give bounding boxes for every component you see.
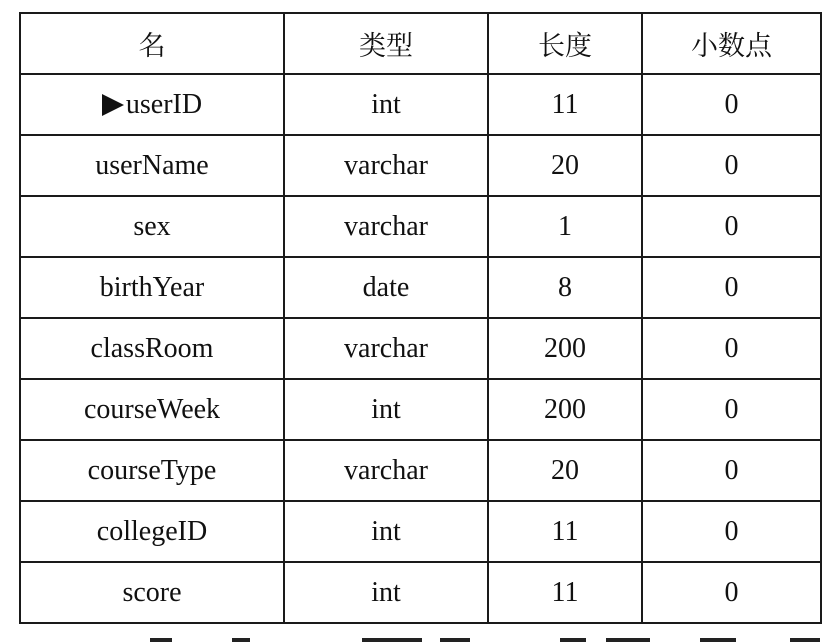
table-row[interactable] bbox=[20, 440, 821, 501]
cell-name-text: userID bbox=[125, 88, 203, 120]
cell-decimal[interactable]: 0 bbox=[642, 318, 821, 379]
table-row[interactable] bbox=[20, 562, 821, 623]
field-table bbox=[19, 12, 822, 624]
cell-name[interactable]: userName bbox=[20, 135, 284, 196]
cell-name[interactable]: score bbox=[20, 562, 284, 623]
play-triangle-icon bbox=[102, 94, 124, 116]
table-row[interactable] bbox=[20, 318, 821, 379]
cell-name[interactable]: collegeID bbox=[20, 501, 284, 562]
cell-decimal[interactable]: 0 bbox=[642, 74, 821, 135]
cell-type[interactable]: varchar bbox=[284, 318, 488, 379]
cell-type[interactable]: int bbox=[284, 501, 488, 562]
header-row bbox=[20, 13, 821, 74]
header-length: 长度 bbox=[488, 13, 642, 74]
cell-decimal[interactable]: 0 bbox=[642, 257, 821, 318]
cell-name[interactable]: courseWeek bbox=[20, 379, 284, 440]
cell-type[interactable]: int bbox=[284, 562, 488, 623]
cropped-text-remnant bbox=[0, 634, 839, 642]
header-name: 名 bbox=[20, 13, 284, 74]
cell-decimal[interactable]: 0 bbox=[642, 379, 821, 440]
cell-type[interactable]: int bbox=[284, 74, 488, 135]
header-decimal: 小数点 bbox=[642, 13, 821, 74]
cell-decimal[interactable]: 0 bbox=[642, 135, 821, 196]
cell-length[interactable]: 200 bbox=[488, 379, 642, 440]
cell-decimal[interactable]: 0 bbox=[642, 562, 821, 623]
cell-length[interactable]: 200 bbox=[488, 318, 642, 379]
cell-name[interactable]: birthYear bbox=[20, 257, 284, 318]
table-row[interactable] bbox=[20, 379, 821, 440]
table-row[interactable] bbox=[20, 257, 821, 318]
cell-type[interactable]: int bbox=[284, 379, 488, 440]
table-row[interactable] bbox=[20, 74, 821, 135]
cell-length[interactable]: 1 bbox=[488, 196, 642, 257]
cell-name[interactable] bbox=[20, 74, 284, 135]
cell-name[interactable]: courseType bbox=[20, 440, 284, 501]
cell-length[interactable]: 11 bbox=[488, 501, 642, 562]
cell-type[interactable]: varchar bbox=[284, 196, 488, 257]
cell-length[interactable]: 20 bbox=[488, 135, 642, 196]
header-type: 类型 bbox=[284, 13, 488, 74]
cell-length[interactable]: 20 bbox=[488, 440, 642, 501]
cell-length[interactable]: 11 bbox=[488, 562, 642, 623]
table-row[interactable] bbox=[20, 135, 821, 196]
table-row[interactable] bbox=[20, 196, 821, 257]
cell-name[interactable]: classRoom bbox=[20, 318, 284, 379]
cell-type[interactable]: varchar bbox=[284, 440, 488, 501]
cell-length[interactable]: 11 bbox=[488, 74, 642, 135]
table-row[interactable] bbox=[20, 501, 821, 562]
cell-name[interactable]: sex bbox=[20, 196, 284, 257]
cell-decimal[interactable]: 0 bbox=[642, 196, 821, 257]
cell-type[interactable]: date bbox=[284, 257, 488, 318]
cell-length[interactable]: 8 bbox=[488, 257, 642, 318]
cell-decimal[interactable]: 0 bbox=[642, 440, 821, 501]
cell-decimal[interactable]: 0 bbox=[642, 501, 821, 562]
cell-type[interactable]: varchar bbox=[284, 135, 488, 196]
